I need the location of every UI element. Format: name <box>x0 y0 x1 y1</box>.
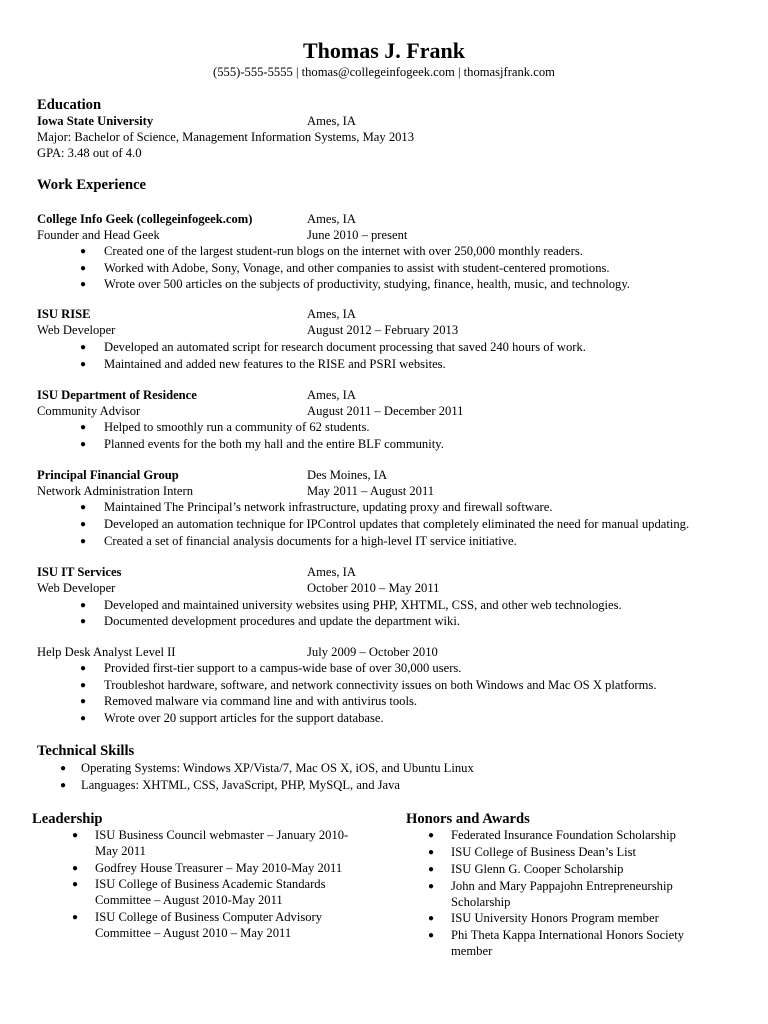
honors-item: Phi Theta Kappa International Honors Society member <box>451 928 685 959</box>
bullet-icon: ● <box>427 864 435 875</box>
bullet-icon: ● <box>79 279 87 290</box>
bullet-icon: ● <box>427 847 435 858</box>
skills-heading: Technical Skills <box>37 743 135 759</box>
job-org: ISU Department of Residence <box>37 388 197 402</box>
job-dates: June 2010 – present <box>307 228 408 242</box>
bullet-icon: ● <box>79 713 87 724</box>
job-bullet: Created one of the largest student-run blogs on the internet with over 250,000 monthly readers. <box>104 244 583 258</box>
leadership-heading: Leadership <box>32 811 103 827</box>
job-bullet: Maintained and added new features to the RISE and PSRI websites. <box>104 357 446 371</box>
job-dates: May 2011 – August 2011 <box>307 484 435 498</box>
bullet-icon: ● <box>79 422 87 433</box>
job-bullet: Maintained The Principal’s network infrastructure, updating proxy and firewall software. <box>104 500 553 514</box>
job-location: Ames, IA <box>307 388 356 402</box>
bullet-icon: ● <box>79 600 87 611</box>
bullet-icon: ● <box>79 439 87 450</box>
bullet-icon: ● <box>71 912 79 923</box>
leadership-item: ISU Business Council webmaster – January 2010-May 2011 <box>95 828 349 859</box>
bullet-icon: ● <box>71 830 79 841</box>
bullet-icon: ● <box>79 696 87 707</box>
job-bullet: Documented development procedures and update the department wiki. <box>104 614 461 628</box>
job-title: Help Desk Analyst Level II <box>37 645 176 659</box>
work-heading: Work Experience <box>37 177 147 193</box>
job-bullet: Wrote over 500 articles on the subjects of productivity, studying, finance, health, music, and technology. <box>104 277 630 291</box>
contact-line: (555)-555-5555 | thomas@collegeinfogeek.com | thomasjfrank.com <box>213 65 555 79</box>
job-dates: August 2012 – February 2013 <box>307 323 459 337</box>
education-heading: Education <box>37 97 102 113</box>
bullet-icon: ● <box>79 502 87 513</box>
education-location: Ames, IA <box>307 114 356 128</box>
education-gpa: GPA: 3.48 out of 4.0 <box>37 146 142 160</box>
job-location: Ames, IA <box>307 307 356 321</box>
job-bullet: Helped to smoothly run a community of 62 students. <box>104 420 370 434</box>
leadership-item: Godfrey House Treasurer – May 2010-May 2011 <box>95 861 343 875</box>
job-title: Web Developer <box>37 323 116 337</box>
job-bullet: Planned events for the both my hall and the entire BLF community. <box>104 437 444 451</box>
job-bullet: Provided first-tier support to a campus-wide base of over 30,000 users. <box>104 661 462 675</box>
job-title: Founder and Head Geek <box>37 228 160 242</box>
bullet-icon: ● <box>427 830 435 841</box>
job-location: Ames, IA <box>307 212 356 226</box>
job-dates: August 2011 – December 2011 <box>307 404 464 418</box>
job-title: Community Advisor <box>37 404 141 418</box>
bullet-icon: ● <box>79 680 87 691</box>
leadership-item: ISU College of Business Academic Standards Committee – August 2010-May 2011 <box>95 877 326 908</box>
bullet-icon: ● <box>79 246 87 257</box>
job-bullet: Troubleshot hardware, software, and network connectivity issues on both Windows and Mac OS X platforms. <box>104 678 657 692</box>
job-bullet: Developed an automated script for research document processing that saved 240 hours of work. <box>104 340 586 354</box>
bullet-icon: ● <box>79 519 87 530</box>
bullet-icon: ● <box>427 881 435 892</box>
job-bullet: Worked with Adobe, Sony, Vonage, and other companies to assist with student-centered promotions. <box>104 261 610 275</box>
skill-item: Languages: XHTML, CSS, JavaScript, PHP, MySQL, and Java <box>81 778 401 792</box>
job-bullet: Developed and maintained university websites using PHP, XHTML, CSS, and other web technologies. <box>104 598 622 612</box>
leadership-item: ISU College of Business Computer Advisory Committee – August 2010 – May 2011 <box>95 910 323 941</box>
honors-item: Federated Insurance Foundation Scholarship <box>451 828 676 842</box>
honors-item: ISU Glenn G. Cooper Scholarship <box>451 862 624 876</box>
bullet-icon: ● <box>79 616 87 627</box>
job-dates: July 2009 – October 2010 <box>307 645 438 659</box>
bullet-icon: ● <box>71 863 79 874</box>
job-bullet: Created a set of financial analysis documents for a high-level IT service initiative. <box>104 534 517 548</box>
job-org: Principal Financial Group <box>37 468 179 482</box>
bullet-icon: ● <box>71 879 79 890</box>
bullet-icon: ● <box>79 342 87 353</box>
bullet-icon: ● <box>79 536 87 547</box>
job-location: Ames, IA <box>307 565 356 579</box>
job-bullet: Removed malware via command line and with antivirus tools. <box>104 694 418 708</box>
job-bullet: Wrote over 20 support articles for the support database. <box>104 711 384 725</box>
skill-item: Operating Systems: Windows XP/Vista/7, Mac OS X, iOS, and Ubuntu Linux <box>81 761 474 775</box>
job-org: ISU RISE <box>37 307 91 321</box>
honors-item: ISU University Honors Program member <box>451 911 659 925</box>
bullet-icon: ● <box>59 780 67 791</box>
honors-item: ISU College of Business Dean’s List <box>451 845 637 859</box>
bullet-icon: ● <box>59 763 67 774</box>
resume-name: Thomas J. Frank <box>303 38 465 63</box>
job-title: Network Administration Intern <box>37 484 193 498</box>
job-dates: October 2010 – May 2011 <box>307 581 440 595</box>
bullet-icon: ● <box>79 359 87 370</box>
job-org: College Info Geek (collegeinfogeek.com) <box>37 212 253 226</box>
job-org: ISU IT Services <box>37 565 122 579</box>
bullet-icon: ● <box>427 913 435 924</box>
bullet-icon: ● <box>79 663 87 674</box>
honors-heading: Honors and Awards <box>406 811 530 827</box>
bullet-icon: ● <box>79 263 87 274</box>
job-location: Des Moines, IA <box>307 468 388 482</box>
job-bullet: Developed an automation technique for IPControl updates that completely eliminated the need for manual updating. <box>104 517 690 531</box>
education-major: Major: Bachelor of Science, Management Information Systems, May 2013 <box>37 130 415 144</box>
bullet-icon: ● <box>427 930 435 941</box>
education-school: Iowa State University <box>37 114 154 128</box>
job-title: Web Developer <box>37 581 116 595</box>
honors-item: John and Mary Pappajohn Entrepreneurship Scholarship <box>451 879 673 910</box>
